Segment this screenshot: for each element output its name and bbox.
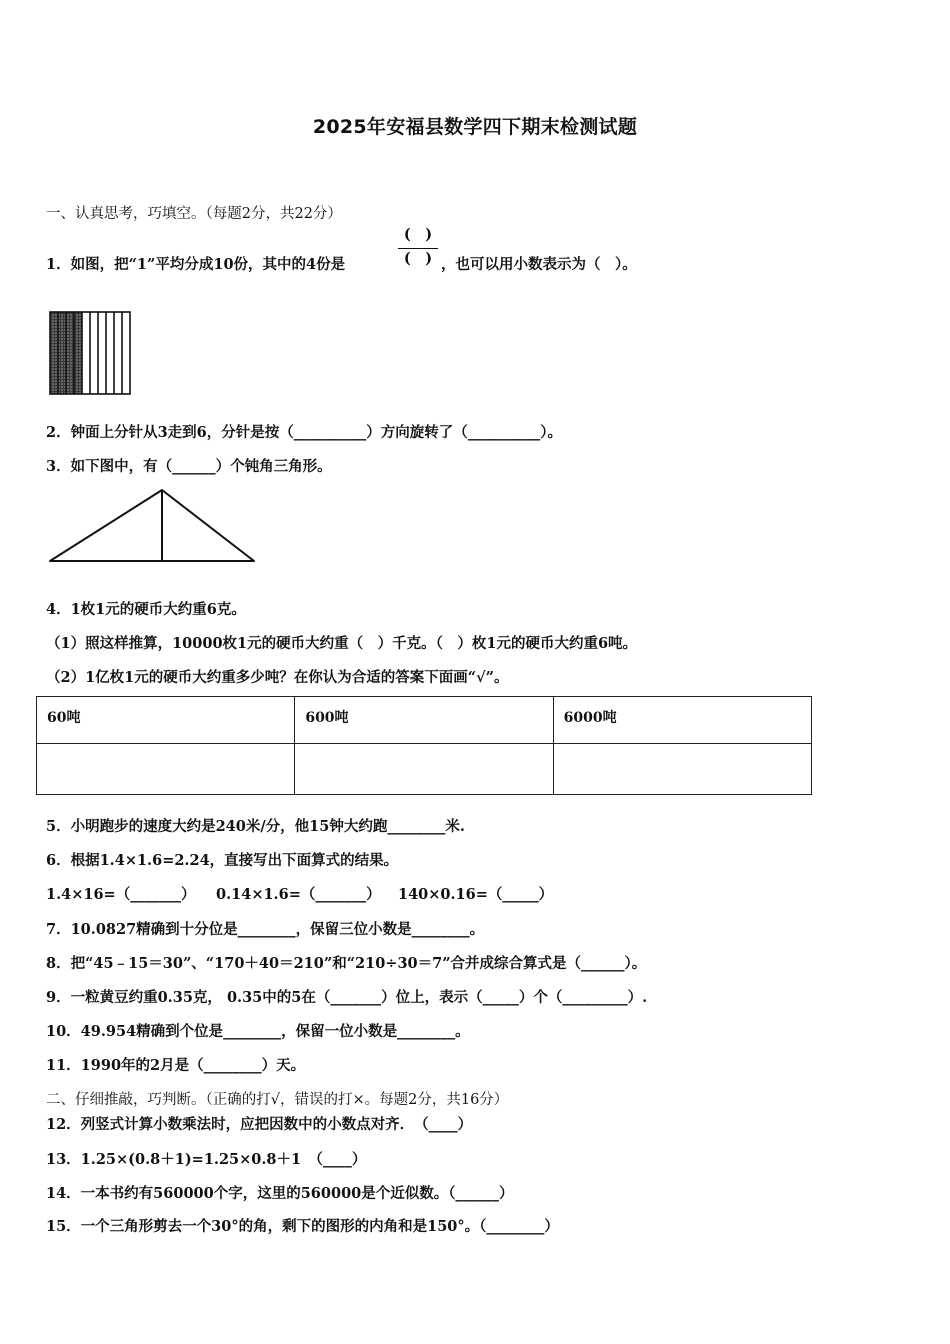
- section-1-heading: 一、认真思考，巧填空。（每题2分，共22分）: [46, 206, 342, 222]
- section-2-heading: 二、仔细推敲，巧判断。（正确的打√，错误的打×。每题2分，共16分）: [46, 1092, 509, 1108]
- q6-expression-c: 140×0.16=（_____）: [398, 886, 554, 903]
- q8-text: 8．把“45﹣15＝30”、“170＋40＝210”和“210÷30＝7”合并成综合算式是（______）。: [46, 955, 647, 972]
- q1-strip-figure: [46, 308, 136, 398]
- q9-text: 9．一粒黄豆约重0.35克， 0.35中的5在（_______）位上，表示（_____）个（_________）.: [46, 989, 648, 1006]
- q6-stem: 6．根据1.4×1.6=2.24，直接写出下面算式的结果。: [46, 852, 399, 869]
- page-title: 2025年安福县数学四下期末检测试题: [312, 116, 638, 138]
- q5-text: 5．小明跑步的速度大约是240米/分，他15钟大约跑________米.: [46, 818, 465, 835]
- q3-text: 3．如下图中，有（______）个钝角三角形。: [46, 458, 332, 475]
- q6-expression-a: 1.4×16=（_______）: [46, 886, 196, 903]
- table-cell-60: 60吨: [37, 697, 295, 744]
- q4-answer-table: [36, 696, 812, 795]
- q2-text: 2．钟面上分针从3走到6，分针是按（__________）方向旋转了（__________）。: [46, 424, 563, 441]
- q4-sub1: （1）照这样推算，10000枚1元的硬币大约重（ ）千克。（ ）枚1元的硬币大约重6吨。: [46, 635, 638, 652]
- q11-text: 11．1990年的2月是（________）天。: [46, 1057, 306, 1074]
- q6-expression-b: 0.14×1.6=（_______）: [216, 886, 381, 903]
- answer-cell-60[interactable]: [37, 744, 295, 795]
- table-cell-6000: 6000吨: [553, 697, 811, 744]
- q7-text: 7．10.0827精确到十分位是________，保留三位小数是________。: [46, 921, 485, 938]
- table-cell-600: 600吨: [295, 697, 553, 744]
- q1-text-after: ，也可以用小数表示为（ ）。: [441, 256, 637, 273]
- q1-text-before: 1．如图，把“1”平均分成10份，其中的4份是: [46, 256, 346, 273]
- q1-fraction: [396, 225, 440, 269]
- answer-cell-600[interactable]: [295, 744, 553, 795]
- q13-text: 13．1.25×(0.8＋1)=1.25×0.8＋1 （____）: [46, 1151, 367, 1168]
- table-header-row: [37, 697, 812, 744]
- table-answer-row: [37, 744, 812, 795]
- fraction-denominator: ( ): [403, 250, 433, 267]
- fraction-numerator: ( ): [403, 226, 433, 243]
- q3-triangle-figure: [46, 486, 260, 566]
- q4-stem: 4．1枚1元的硬币大约重6克。: [46, 601, 246, 618]
- q12-text: 12．列竖式计算小数乘法时，应把因数中的小数点对齐． （____）: [46, 1116, 473, 1133]
- q4-sub2: （2）1亿枚1元的硬币大约重多少吨？在你认为合适的答案下面画“√”。: [46, 669, 509, 686]
- answer-cell-6000[interactable]: [553, 744, 811, 795]
- q14-text: 14．一本书约有560000个字，这里的560000是个近似数。（______）: [46, 1185, 514, 1202]
- q10-text: 10．49.954精确到个位是________，保留一位小数是________。: [46, 1023, 470, 1040]
- q15-text: 15．一个三角形剪去一个30°的角，剩下的图形的内角和是150°。（________）: [46, 1218, 559, 1235]
